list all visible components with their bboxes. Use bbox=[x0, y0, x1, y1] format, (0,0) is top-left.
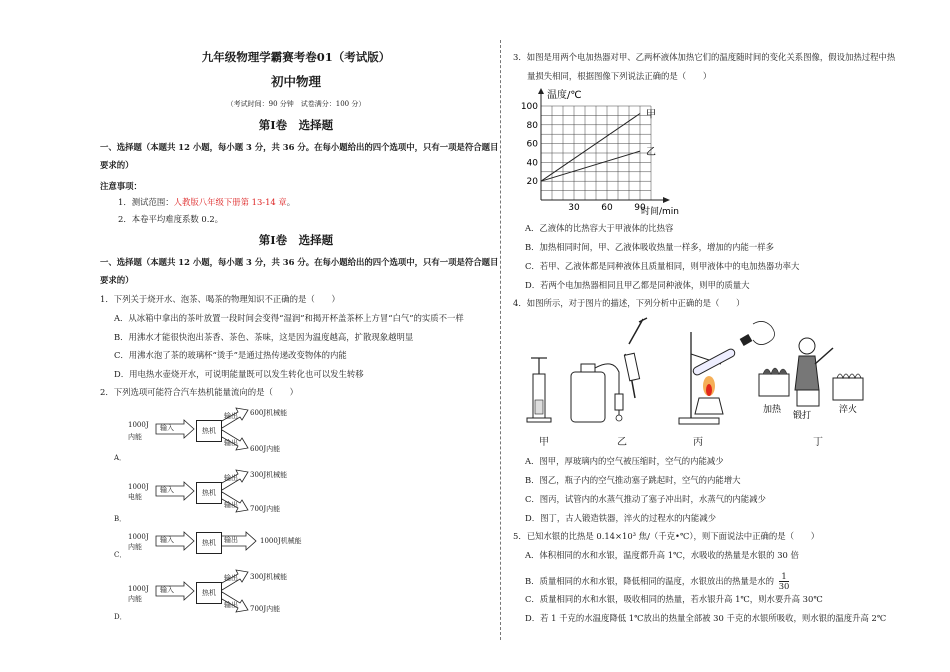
diagram-b-engine: 热机 bbox=[196, 482, 222, 504]
q1-stem: 1．下列关于烧开水、泡茶、喝茶的物理知识不正确的是（ ） bbox=[100, 294, 340, 304]
label-forge: 锻打 bbox=[793, 411, 812, 421]
diagram-a-engine: 热机 bbox=[196, 420, 222, 442]
y-tick-label: 20 bbox=[526, 177, 538, 188]
diagram-d-input-label: 输入 bbox=[160, 586, 174, 594]
chart-series bbox=[541, 109, 656, 182]
q5-option-b bbox=[525, 572, 789, 591]
diagram-c-out: 1000J机械能 bbox=[260, 537, 302, 545]
q4-option-b: B．图乙，瓶子内的空气推动塞子跳起时，空气的内能增大 bbox=[525, 475, 741, 485]
diagram-b-out-top: 300J机械能 bbox=[250, 471, 288, 479]
q4-stem: 4．如图所示，对于图片的描述，下列分析中正确的是（ ） bbox=[513, 298, 745, 308]
diagram-c-input-type: 内能 bbox=[128, 543, 142, 551]
q4-option-d: D．图丁，古人锻造铁器，淬火的过程水的内能减少 bbox=[525, 513, 716, 523]
x-axis-arrow bbox=[663, 197, 670, 203]
q1-option-d: D．用电热水壶烧开水，可说明能量既可以发生转化也可以发生转移 bbox=[114, 369, 364, 379]
x-tick-label: 60 bbox=[601, 203, 613, 213]
x-tick-label: 90 bbox=[634, 203, 646, 213]
y-tick-label: 60 bbox=[526, 139, 538, 150]
fraction-denominator: 30 bbox=[778, 581, 790, 591]
q1-option-a: A．从冰箱中拿出的茶叶放置一段时间会变得“湿润”和揭开杯盖茶杯上方冒“白气”的实质不一样 bbox=[114, 313, 464, 323]
diagram-d-engine: 热机 bbox=[196, 582, 222, 604]
figure-label-yi: 乙 bbox=[617, 437, 627, 448]
note-1 bbox=[118, 197, 295, 208]
diagram-d-out-top: 300J机械能 bbox=[250, 573, 288, 581]
fraction-numerator: 1 bbox=[779, 572, 790, 582]
q4-option-a: A．图甲，厚玻璃内的空气被压缩时，空气的内能减少 bbox=[525, 456, 724, 466]
figure-bing-test-tube bbox=[679, 321, 775, 424]
diagram-a-out-bottom: 600J内能 bbox=[250, 445, 281, 453]
chart-ticks bbox=[521, 102, 646, 213]
label-heat: 加热 bbox=[763, 405, 782, 415]
diagram-d-input-type: 内能 bbox=[128, 595, 142, 603]
q4-option-c: C．图丙，试管内的水蒸气推动了塞子冲出时，水蒸气的内能减少 bbox=[525, 494, 766, 504]
test-scope: 人教版八年级下册第 13-14 章 bbox=[173, 197, 287, 207]
diagram-d-output-bottom-label: 输出 bbox=[224, 601, 238, 609]
figure-label-bing: 丙 bbox=[693, 437, 703, 448]
figure-ding-blacksmith bbox=[759, 338, 863, 406]
diagram-c-output-label: 输出 bbox=[224, 536, 238, 544]
label-quench: 淬火 bbox=[839, 405, 858, 415]
exam-info: （考试时间：90 分钟 试卷满分：100 分） bbox=[226, 100, 366, 108]
y-tick-label: 40 bbox=[526, 158, 538, 169]
instructions2-line1: 一、选择题（本题共 12 小题，每小题 3 分，共 36 分。在每小题给出的四个选项中，只有一项是符合题目 bbox=[100, 257, 499, 267]
diagram-c-letter: C． bbox=[114, 551, 127, 559]
series-line-甲 bbox=[541, 114, 640, 182]
fraction bbox=[779, 572, 790, 591]
instructions-line1: 一、选择题（本题共 12 小题，每小题 3 分，共 36 分。在每小题给出的四个选项中，只有一项是符合题目 bbox=[100, 142, 499, 152]
instructions-line2: 要求的） bbox=[100, 160, 134, 170]
diagram-b-input-label: 输入 bbox=[160, 486, 174, 494]
diagram-b-letter: B． bbox=[114, 515, 127, 523]
q3-option-a: A．乙液体的比热容大于甲液体的比热容 bbox=[525, 223, 674, 233]
diagram-d-input-value: 1000J bbox=[128, 585, 149, 593]
q2-stem: 2．下列选项可能符合汽车热机能量流向的是（ ） bbox=[100, 387, 298, 397]
figure-label-jia: 甲 bbox=[539, 437, 549, 448]
y-axis-arrow bbox=[538, 88, 544, 94]
diagram-b-input-value: 1000J bbox=[128, 483, 149, 491]
column-divider bbox=[500, 40, 501, 640]
q1-option-c: C．用沸水泡了茶的玻璃杯“烫手”是通过热传递改变物体的内能 bbox=[114, 350, 347, 360]
diagram-a-output-top-label: 输出 bbox=[224, 412, 238, 420]
q2-diagram-b bbox=[114, 470, 314, 526]
section-title-2: 第Ⅰ卷 选择题 bbox=[258, 233, 334, 247]
q4-illustrations bbox=[521, 314, 871, 434]
diagram-b-output-bottom-label: 输出 bbox=[224, 501, 238, 509]
q2-diagram-a bbox=[114, 408, 314, 466]
exam-subtitle: 初中物理 bbox=[270, 74, 321, 89]
note-2: 2．本卷平均难度系数 0.2。 bbox=[118, 214, 224, 224]
q5-stem: 5．已知水银的比热是 0.14×10³ 焦/（千克•℃），则下面说法中正确的是（ ） bbox=[513, 531, 820, 541]
figure-label-ding: 丁 bbox=[813, 437, 823, 448]
figure-yi-bottle-pump bbox=[571, 318, 647, 422]
note-1-prefix: 1．测试范围： bbox=[118, 197, 174, 207]
q3-option-b: B．加热相同时间，甲、乙液体吸收热量一样多，增加的内能一样多 bbox=[525, 242, 775, 252]
diagram-a-input-type: 内能 bbox=[128, 433, 142, 441]
q3-option-d: D．若两个电加热器相同且甲乙都是同种液体，则甲的质量大 bbox=[525, 280, 750, 290]
series-line-乙 bbox=[541, 151, 640, 181]
x-axis-label: 时间/min bbox=[641, 207, 680, 217]
temperature-time-chart bbox=[520, 88, 713, 218]
q1-option-b: B．用沸水才能很快泡出茶香、茶色、茶味，这是因为温度越高，扩散现象越明显 bbox=[114, 332, 414, 342]
section-title: 第Ⅰ卷 选择题 bbox=[258, 118, 334, 132]
diagram-a-out-top: 600J机械能 bbox=[250, 409, 288, 417]
note-1-suffix: 。 bbox=[286, 197, 296, 207]
series-label: 甲 bbox=[646, 109, 656, 121]
diagram-c-engine: 热机 bbox=[196, 532, 222, 554]
notes-heading: 注意事项： bbox=[100, 181, 142, 191]
q5-option-d: D．若 1 千克的水温度降低 1℃放出的热量全部被 30 千克的水银所吸收，则水银的温度升高 2℃ bbox=[525, 613, 887, 623]
diagram-d-output-top-label: 输出 bbox=[224, 574, 238, 582]
q3-stem-line2: 量损失相同，根据图像下列说法正确的是（ ） bbox=[527, 71, 712, 81]
x-tick-label: 30 bbox=[568, 203, 580, 213]
diagram-d-letter: D． bbox=[114, 613, 127, 621]
series-label: 乙 bbox=[646, 147, 656, 159]
diagram-a-input-label: 输入 bbox=[160, 424, 174, 432]
q5-option-c: C．质量相同的水和水银，吸收相同的热量，若水银升高 1℃，则水要升高 30℃ bbox=[525, 594, 823, 604]
q2-diagram-d bbox=[114, 570, 314, 626]
q5-option-a: A．体积相同的水和水银，温度都升高 1℃，水吸收的热量是水银的 30 倍 bbox=[525, 550, 799, 560]
diagram-d-out-bottom: 700J内能 bbox=[250, 605, 281, 613]
y-tick-label: 80 bbox=[526, 120, 538, 131]
q3-option-c: C．若甲、乙液体都是同种液体且质量相同，则甲液体中的电加热器功率大 bbox=[525, 261, 800, 271]
y-axis-label: 温度/℃ bbox=[547, 90, 582, 101]
diagram-a-input-value: 1000J bbox=[128, 421, 149, 429]
figure-jia-fire-syringe bbox=[527, 358, 551, 422]
diagram-c-input-label: 输入 bbox=[160, 536, 174, 544]
diagram-b-input-type: 电能 bbox=[128, 493, 142, 501]
diagram-a-output-bottom-label: 输出 bbox=[224, 439, 238, 447]
diagram-b-out-bottom: 700J内能 bbox=[250, 505, 281, 513]
instructions2-line2: 要求的） bbox=[100, 275, 134, 285]
diagram-c-input-value: 1000J bbox=[128, 533, 149, 541]
y-tick-label: 100 bbox=[520, 102, 538, 112]
q2-diagram-c bbox=[114, 530, 334, 560]
q3-stem-line1: 3．如图是用两个电加热器对甲、乙两杯液体加热它们的温度随时间的变化关系图像，假设加热过程中热 bbox=[513, 52, 896, 62]
diagram-b-output-top-label: 输出 bbox=[224, 474, 238, 482]
diagram-a-letter: A． bbox=[114, 454, 127, 462]
exam-title: 九年级物理学霸赛考卷01（考试版） bbox=[201, 50, 391, 64]
q5-option-b-text: B．质量相同的水和水银，降低相同的温度，水银放出的热量是水的 bbox=[525, 576, 775, 586]
